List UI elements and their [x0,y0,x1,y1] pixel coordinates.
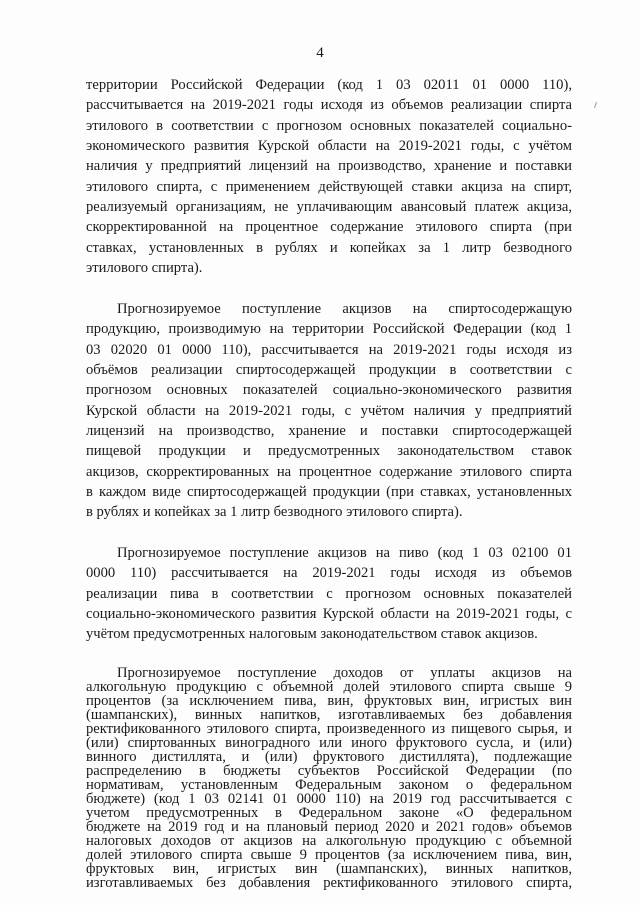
text-line: социально-экономического развития Курской области на 2019-2021 годы, с [86,606,572,622]
text-line: в каждом виде спиртосодержащей продукции (при ставках, установленных [86,484,572,500]
text-line: этилового спирта). [86,260,203,276]
text-line: экономического развития Курской области на 2019-2021 годы, с учётом [86,138,572,154]
page-number: 4 [316,45,324,61]
text-line: процентов (за исключением пива, вин, фруктовых вин, игристых вин [86,693,572,709]
text-line: реализации пива в соответствии с прогнозом основных показателей [86,586,572,602]
text-line: долей этилового спирта свыше 9 процентов (за исключением пива, вин, [86,847,572,863]
text-line: 03 02020 01 0000 110), рассчитывается на 2019-2021 годы исходя из [86,342,572,358]
text-line: нормативам, установленным Федеральным законом о федеральном [86,777,572,793]
text-line: пищевой продукции и предусмотренных законодательством ставок [86,443,572,459]
text-line: (шампанских), винных напитков, изготавливаемых без добавления [86,707,572,723]
text-line: налоговых доходов от акцизов на алкогольную продукцию с объемной [86,833,572,849]
text-line: учётом предусмотренных налоговым законодательством ставок акцизов. [86,626,538,642]
text-line: Прогнозируемое поступление акцизов на спиртосодержащую [117,301,572,317]
text-line: лицензий на производство, хранение и поставки спиртосодержащей [86,423,572,439]
text-line: ректификованного этилового спирта, произведенного из пищевого сырья, и [86,721,572,737]
text-line: бюджете) (код 1 03 02141 01 0000 110) на 2019 год рассчитывается с [86,791,572,807]
text-line: акцизов, скорректированных на процентное содержание этилового спирта [86,464,572,480]
text-line: скорректированной на процентное содержание этилового спирта (при [86,219,572,235]
text-line: Прогнозируемое поступление доходов от уплаты акцизов на [117,665,572,681]
text-line: Курской области на 2019-2021 годы, с учётом наличия у предприятий [86,403,572,419]
text-line: винного дистиллята, и (или) фруктового дистиллята), подлежащие [86,749,572,765]
text-line: фруктовых вин, игристых вин (шампанских), винных напитков, [86,861,572,877]
text-line: распределению в бюджеты субъектов Российской Федерации (по [86,763,572,779]
text-line: реализуемый организациям, не уплачивающим авансовый платеж акциза, [86,199,572,215]
text-line: рассчитывается на 2019-2021 годы исходя из объемов реализации спирта [86,97,572,113]
scan-mark [594,102,597,108]
text-line: территории Российской Федерации (код 1 03 02011 01 0000 110), [86,77,572,93]
text-line: ставках, установленных в рублях и копейках за 1 литр безводного [86,240,572,256]
text-line: Прогнозируемое поступление акцизов на пиво (код 1 03 02100 01 [117,545,572,561]
text-line: бюджете на 2019 год и на плановый период 2020 и 2021 годов» объемов [86,819,572,835]
text-line: прогнозом основных показателей социально-экономического развития [86,382,572,398]
text-line: учетом предусмотренных в Федеральном законе «О федеральном [86,805,572,821]
text-line: этилового спирта, с применением действующей ставки акциза на спирт, [86,179,572,195]
text-line: (или) спиртованных виноградного или иного фруктового сусла, и (или) [86,735,572,751]
text-line: алкогольную продукцию с объемной долей этилового спирта свыше 9 [86,679,572,695]
text-line: изготавливаемых без добавления ректификованного этилового спирта, [86,875,572,891]
text-line: наличия у предприятий лицензий на производство, хранение и поставки [86,158,572,174]
text-line: 0000 110) рассчитывается на 2019-2021 годы исходя из объемов [86,565,572,581]
text-line: продукцию, производимую на территории Российской Федерации (код 1 [86,321,572,337]
text-line: в рублях и копейках за 1 литр безводного этилового спирта). [86,504,463,520]
text-line: объёмов реализации спиртосодержащей продукции в соответствии с [86,362,572,378]
text-line: этилового в соответствии с прогнозом основных показателей социально- [86,118,572,134]
